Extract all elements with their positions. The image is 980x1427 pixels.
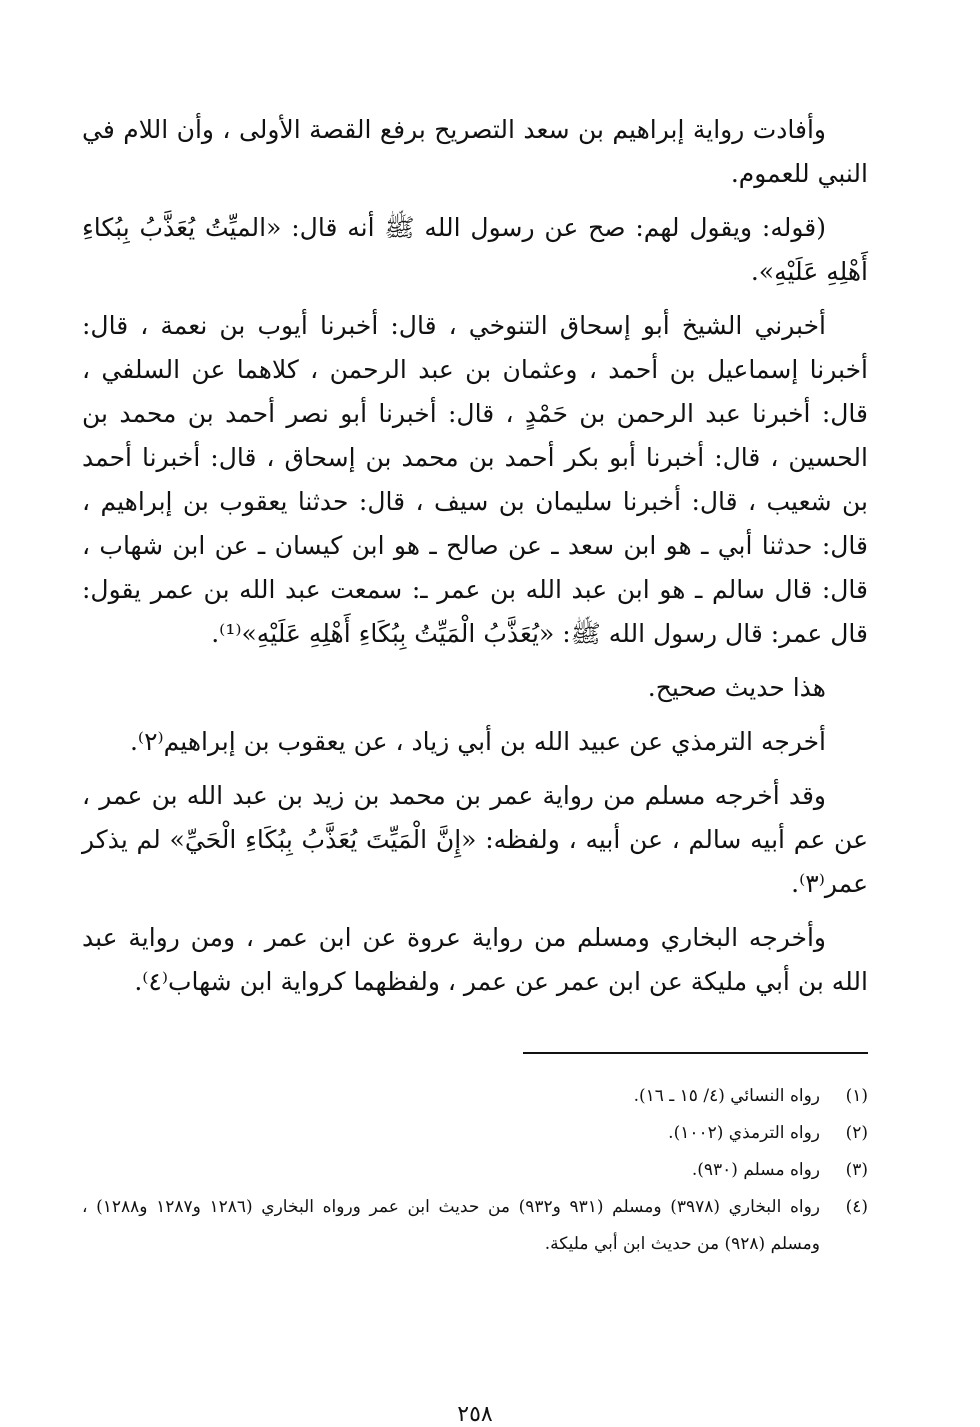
paragraph-bukhari-muslim: وأخرجه البخاري ومسلم من رواية عروة عن ابن عمر ، ومن رواية عبد الله بن أبي مليكة عن ابن عمر عن عمر ، ولفظهما كرواية ابن شهاب⁽٤⁾. <box>82 923 868 996</box>
footnote-3 <box>82 1152 868 1189</box>
footnote-number: (٤) <box>845 1197 868 1217</box>
footnotes <box>82 1078 868 1263</box>
paragraph-hadith-sahih: هذا حديث صحيح. <box>647 673 826 702</box>
footnote-text: رواه مسلم (٩٣٠). <box>691 1160 820 1180</box>
page-number: ٢٥٨ <box>457 1402 493 1427</box>
footnote-text: رواه الترمذي (١٠٠٢). <box>668 1123 820 1143</box>
footnote-2 <box>82 1115 868 1152</box>
footnote-number: (١) <box>845 1086 868 1106</box>
footnote-4 <box>82 1189 868 1263</box>
footnote-text: رواه البخاري (٣٩٧٨) ومسلم (٩٣١ و٩٣٢) من حديث ابن عمر ورواه البخاري (١٢٨٦ و١٢٨٧ و١٢٨٨) ، ومسلم (٩٢٨) من حديث ابن أبي مليكة. <box>82 1197 820 1254</box>
footnote-1 <box>82 1078 868 1115</box>
paragraph-isnad: أخبرني الشيخ أبو إسحاق التنوخي ، قال: أخبرنا أيوب بن نعمة ، قال: أخبرنا إسماعيل بن أحمد ، وعثمان بن عبد الرحمن ، كلاهما عن السلفي ، قال: أخبرنا عبد الرحمن بن حَمْدٍ ، قال: أخبرنا أبو نصر أحمد بن محمد بن الحسين ، قال: أخبرنا أبو بكر أحمد بن محمد بن إسحاق ، قال: أخبرنا أحمد بن شعيب ، قال: أخبرنا سليمان بن سيف ، قال: حدثنا يعقوب بن إبراهيم ، قال: حدثنا أبي ـ هو ابن سعد ـ عن صالح ـ هو ابن كيسان ـ عن ابن شهاب ، قال: قال سالم ـ هو ابن عبد الله بن عمر ـ: سمعت عبد الله بن عمر يقول: قال عمر: قال رسول الله ﷺ: «يُعَذَّبُ الْمَيِّتُ بِبُكَاءِ أَهْلِهِ عَلَيْهِ»⁽¹⁾. <box>82 311 868 648</box>
paragraph-muslim: وقد أخرجه مسلم من رواية عمر بن محمد بن زيد بن عبد الله بن عمر ، عن عم أبيه سالم ، عن أبيه ، ولفظه: «إِنَّ الْمَيِّتَ يُعَذَّبُ بِبُكَاءِ الْحَيِّ» لم يذكر عمر⁽٣⁾. <box>82 781 868 898</box>
paragraph-qawluh: (قوله: ويقول لهم: صح عن رسول الله ﷺ أنه قال: «الميِّتُ يُعَذَّبُ بِبُكاءِ أَهْلِهِ عَلَيْهِ». <box>82 213 868 286</box>
book-page <box>82 108 868 1427</box>
paragraph-lam-al-umum: وأفادت رواية إبراهيم بن سعد التصريح برفع القصة الأولى ، وأن اللام في النبي للعموم. <box>82 115 868 188</box>
footnote-divider <box>523 1052 868 1054</box>
footnote-text: رواه النسائي (٤/ ١٥ ـ ١٦). <box>633 1086 820 1106</box>
footnote-number: (٢) <box>845 1123 868 1143</box>
paragraph-tirmidhi: أخرجه الترمذي عن عبيد الله بن أبي زياد ، عن يعقوب بن إبراهيم⁽٢⁾. <box>129 727 826 756</box>
footnote-number: (٣) <box>845 1160 868 1180</box>
